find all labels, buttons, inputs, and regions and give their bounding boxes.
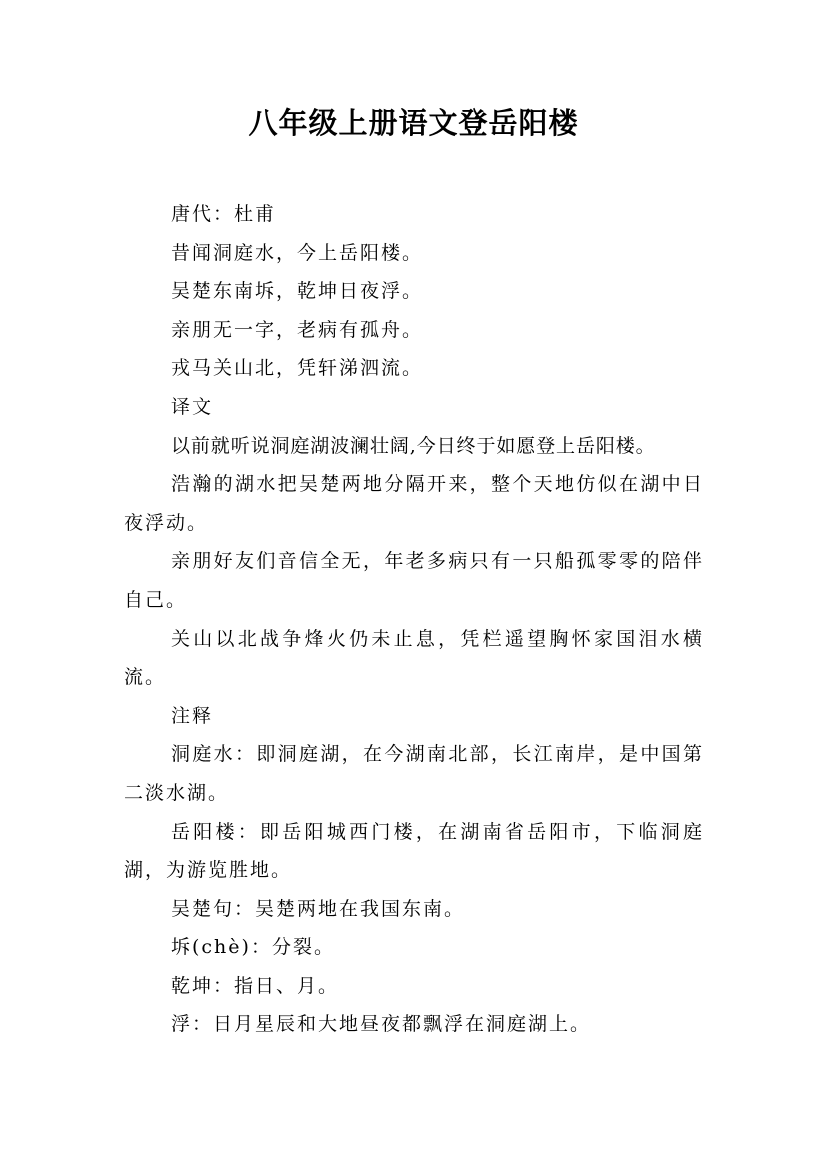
note-item: 吴楚句：吴楚两地在我国东南。 xyxy=(171,897,466,920)
document-title: 八年级上册语文登岳阳楼 xyxy=(248,106,579,140)
note-item: 坼(chè)：分裂。 xyxy=(171,936,335,959)
translation-heading: 译文 xyxy=(171,395,214,418)
note-item: 洞庭水：即洞庭湖，在今湖南北部，长江南岸，是中国第二淡水湖。 xyxy=(124,743,704,804)
note-item: 浮：日月星辰和大地昼夜都飘浮在洞庭湖上。 xyxy=(171,1013,592,1036)
poem-line-4: 戎马关山北，凭轩涕泗流。 xyxy=(171,357,424,380)
translation-paragraph: 浩瀚的湖水把吴楚两地分隔开来，整个天地仿似在湖中日夜浮动。 xyxy=(124,473,704,534)
poem-line-3: 亲朋无一字，老病有孤舟。 xyxy=(171,318,424,341)
document-body xyxy=(124,195,704,1044)
notes-heading: 注释 xyxy=(171,704,214,727)
translation-paragraph: 亲朋好友们音信全无，年老多病只有一只船孤零零的陪伴自己。 xyxy=(124,550,704,611)
poem-author: 唐代：杜甫 xyxy=(171,203,277,225)
note-item: 乾坤：指日、月。 xyxy=(171,974,340,997)
note-item: 岳阳楼：即岳阳城西门楼，在湖南省岳阳市，下临洞庭湖，为游览胜地。 xyxy=(124,820,704,882)
translation-paragraph: 以前就听说洞庭湖波澜壮阔,今日终于如愿登上岳阳楼。 xyxy=(171,434,656,457)
translation-paragraph: 关山以北战争烽火仍未止息，凭栏遥望胸怀家国泪水横流。 xyxy=(124,627,704,689)
poem-line-1: 昔闻洞庭水，今上岳阳楼。 xyxy=(171,241,424,264)
poem-line-2: 吴楚东南坼，乾坤日夜浮。 xyxy=(171,280,424,303)
